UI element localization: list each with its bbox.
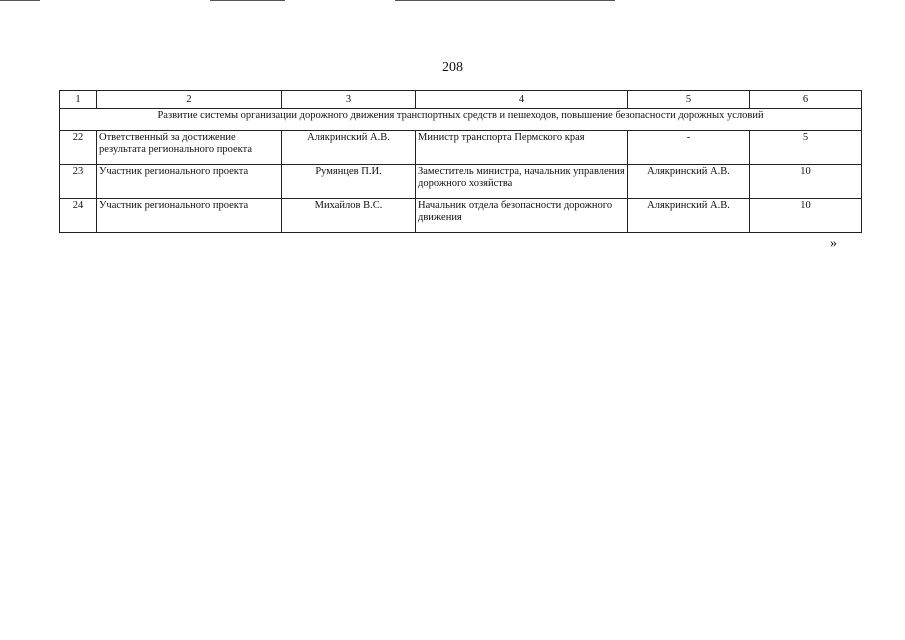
supervisor-cell: Алякринский А.В.	[628, 165, 750, 199]
page-top-edge	[0, 0, 905, 2]
share-cell: 10	[750, 165, 862, 199]
table-row	[60, 199, 862, 233]
supervisor-cell: Алякринский А.В.	[628, 199, 750, 233]
section-row	[60, 109, 862, 131]
share-cell: 10	[750, 199, 862, 233]
share-cell: 5	[750, 131, 862, 165]
role-cell: Ответственный за достижение результата регионального проекта	[97, 131, 282, 165]
person-name-cell: Михайлов В.С.	[282, 199, 416, 233]
column-header-4: 4	[416, 91, 628, 109]
row-number: 23	[60, 165, 97, 199]
position-cell: Начальник отдела безопасности дорожного движения	[416, 199, 628, 233]
person-name-cell: Алякринский А.В.	[282, 131, 416, 165]
scan-edge-segment	[395, 0, 615, 1]
position-cell: Министр транспорта Пермского края	[416, 131, 628, 165]
role-cell: Участник регионального проекта	[97, 199, 282, 233]
responsibility-table	[59, 90, 862, 233]
page-number: 208	[442, 60, 463, 75]
column-header-1: 1	[60, 91, 97, 109]
section-title: Развитие системы организации дорожного движения транспортных средств и пешеходов, повышение безопасности дорожных условий	[60, 109, 862, 131]
table-row	[60, 131, 862, 165]
position-cell: Заместитель министра, начальник управления дорожного хозяйства	[416, 165, 628, 199]
supervisor-cell: -	[628, 131, 750, 165]
role-cell: Участник регионального проекта	[97, 165, 282, 199]
column-header-3: 3	[282, 91, 416, 109]
column-header-2: 2	[97, 91, 282, 109]
table-header-row	[60, 91, 862, 109]
row-number: 22	[60, 131, 97, 165]
person-name-cell: Румянцев П.И.	[282, 165, 416, 199]
table-row	[60, 165, 862, 199]
row-number: 24	[60, 199, 97, 233]
scan-edge-segment	[0, 0, 40, 1]
closing-quote-mark: »	[830, 236, 837, 251]
scan-edge-segment	[210, 0, 285, 1]
column-header-6: 6	[750, 91, 862, 109]
column-header-5: 5	[628, 91, 750, 109]
